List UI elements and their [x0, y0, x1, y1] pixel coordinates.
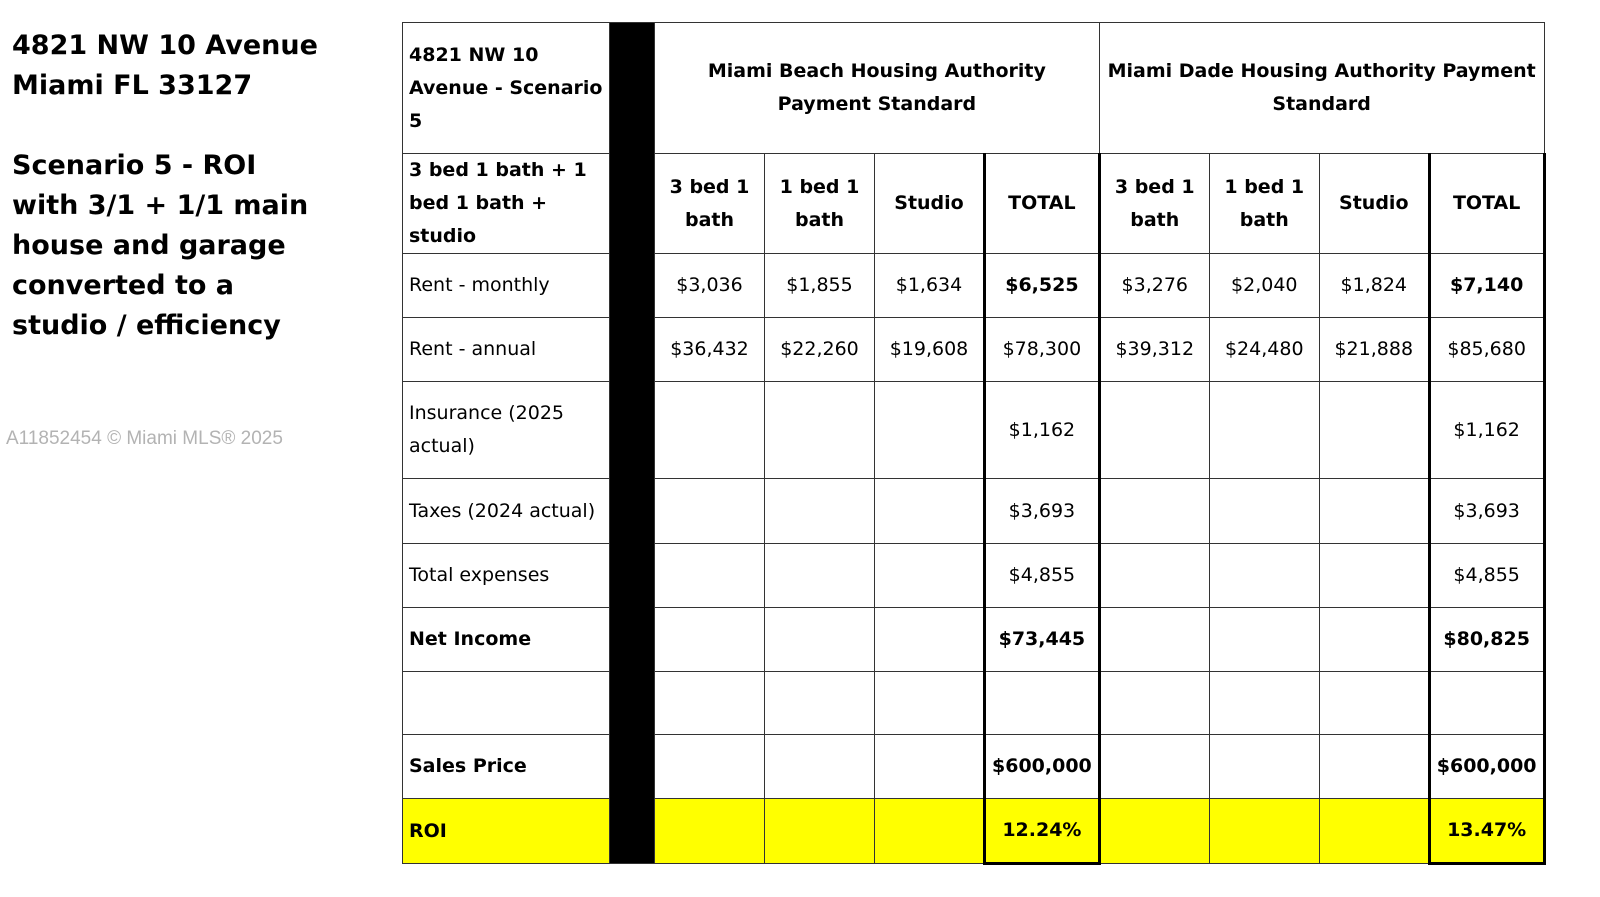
table-cell: $19,608 [875, 318, 985, 382]
table-cell: $73,445 [985, 608, 1100, 672]
table-cell [655, 735, 765, 799]
table-cell [1209, 608, 1319, 672]
group-header-miami-beach: Miami Beach Housing Authority Payment Standard [655, 23, 1100, 154]
table-cell [1319, 799, 1429, 864]
table-cell [1319, 608, 1429, 672]
row-label: Taxes (2024 actual) [403, 479, 610, 544]
table-cell [875, 672, 985, 735]
row-label: Total expenses [403, 544, 610, 608]
table-cell [655, 479, 765, 544]
table-cell [1099, 672, 1209, 735]
group-header-row [403, 23, 1545, 154]
column-header: Studio [875, 154, 985, 254]
table-cell [875, 479, 985, 544]
table-cell [655, 382, 765, 479]
table-cell: $1,824 [1319, 254, 1429, 318]
table-cell [1209, 735, 1319, 799]
scenario-line: converted to a [12, 270, 235, 301]
table-cell [655, 799, 765, 864]
table-cell [1319, 672, 1429, 735]
table-row [403, 479, 1545, 544]
table-cell: $21,888 [1319, 318, 1429, 382]
address-line-2: Miami FL 33127 [12, 70, 253, 101]
table-cell: $39,312 [1099, 318, 1209, 382]
table-cell: $600,000 [1429, 735, 1544, 799]
table-cell [765, 544, 875, 608]
table-cell: $3,693 [985, 479, 1100, 544]
table-row [403, 799, 1545, 864]
table-row [403, 254, 1545, 318]
table-cell [1099, 479, 1209, 544]
table-cell: $1,855 [765, 254, 875, 318]
table-cell: $600,000 [985, 735, 1100, 799]
row-label: Rent - monthly [403, 254, 610, 318]
table-cell [765, 382, 875, 479]
unit-mix-label: 3 bed 1 bath + 1 bed 1 bath + studio [403, 154, 610, 254]
column-header: 3 bed 1 bath [1099, 154, 1209, 254]
table-cell [765, 608, 875, 672]
column-header: 3 bed 1 bath [655, 154, 765, 254]
table-cell [875, 382, 985, 479]
mls-watermark: A11852454 © Miami MLS® 2025 [6, 428, 283, 449]
group-header-miami-dade: Miami Dade Housing Authority Payment Standard [1099, 23, 1544, 154]
table-cell: $85,680 [1429, 318, 1544, 382]
table-cell [1209, 479, 1319, 544]
divider-bar [610, 23, 655, 864]
table-cell [1319, 479, 1429, 544]
roi-table [402, 22, 1546, 865]
table-cell: $1,634 [875, 254, 985, 318]
table-cell: $22,260 [765, 318, 875, 382]
row-label: Rent - annual [403, 318, 610, 382]
column-header: Studio [1319, 154, 1429, 254]
table-cell [655, 608, 765, 672]
table-cell [765, 479, 875, 544]
table-row [403, 735, 1545, 799]
table-cell [1209, 382, 1319, 479]
table-cell [655, 544, 765, 608]
table-cell [1099, 799, 1209, 864]
table-cell [765, 735, 875, 799]
table-cell: $4,855 [985, 544, 1100, 608]
table-row [403, 544, 1545, 608]
scenario-line: Scenario 5 - ROI [12, 150, 257, 181]
column-header: TOTAL [1429, 154, 1544, 254]
table-cell [1099, 735, 1209, 799]
table-cell: $80,825 [1429, 608, 1544, 672]
table-cell [1099, 544, 1209, 608]
row-label: Sales Price [403, 735, 610, 799]
table-cell [875, 735, 985, 799]
row-label [403, 672, 610, 735]
column-header: 1 bed 1 bath [765, 154, 875, 254]
table-cell: $1,162 [1429, 382, 1544, 479]
table-cell [1319, 382, 1429, 479]
table-cell [765, 672, 875, 735]
table-cell: $4,855 [1429, 544, 1544, 608]
table-cell: $3,276 [1099, 254, 1209, 318]
table-cell: 12.24% [985, 799, 1100, 864]
table-cell [875, 799, 985, 864]
table-cell [875, 544, 985, 608]
table-cell: $2,040 [1209, 254, 1319, 318]
table-cell [1209, 799, 1319, 864]
table-cell [1319, 735, 1429, 799]
table-cell: $36,432 [655, 318, 765, 382]
table-cell [1319, 544, 1429, 608]
scenario-line: house and garage [12, 230, 286, 261]
table-cell: $24,480 [1209, 318, 1319, 382]
table-cell [875, 608, 985, 672]
corner-label: 4821 NW 10 Avenue - Scenario 5 [403, 23, 610, 154]
column-header: 1 bed 1 bath [1209, 154, 1319, 254]
table-cell: $3,693 [1429, 479, 1544, 544]
scenario-line: studio / efficiency [12, 310, 281, 341]
table-cell [1099, 608, 1209, 672]
table-cell [985, 672, 1100, 735]
table-row [403, 672, 1545, 735]
address-line-1: 4821 NW 10 Avenue [12, 30, 318, 61]
table-cell: $3,036 [655, 254, 765, 318]
table-cell: $7,140 [1429, 254, 1544, 318]
table-cell: $6,525 [985, 254, 1100, 318]
column-header: TOTAL [985, 154, 1100, 254]
property-address [12, 26, 382, 106]
table-cell [1209, 544, 1319, 608]
table-cell [1099, 382, 1209, 479]
table-row [403, 382, 1545, 479]
row-label: Insurance (2025 actual) [403, 382, 610, 479]
table-cell [1429, 672, 1544, 735]
row-label: ROI [403, 799, 610, 864]
table-row [403, 318, 1545, 382]
table-cell: 13.47% [1429, 799, 1544, 864]
scenario-line: with 3/1 + 1/1 main [12, 190, 309, 221]
table-cell: $78,300 [985, 318, 1100, 382]
column-header-row [403, 154, 1545, 254]
scenario-description [12, 146, 382, 346]
table-cell [655, 672, 765, 735]
table-row [403, 608, 1545, 672]
row-label: Net Income [403, 608, 610, 672]
table-cell [1209, 672, 1319, 735]
table-cell [765, 799, 875, 864]
table-cell: $1,162 [985, 382, 1100, 479]
